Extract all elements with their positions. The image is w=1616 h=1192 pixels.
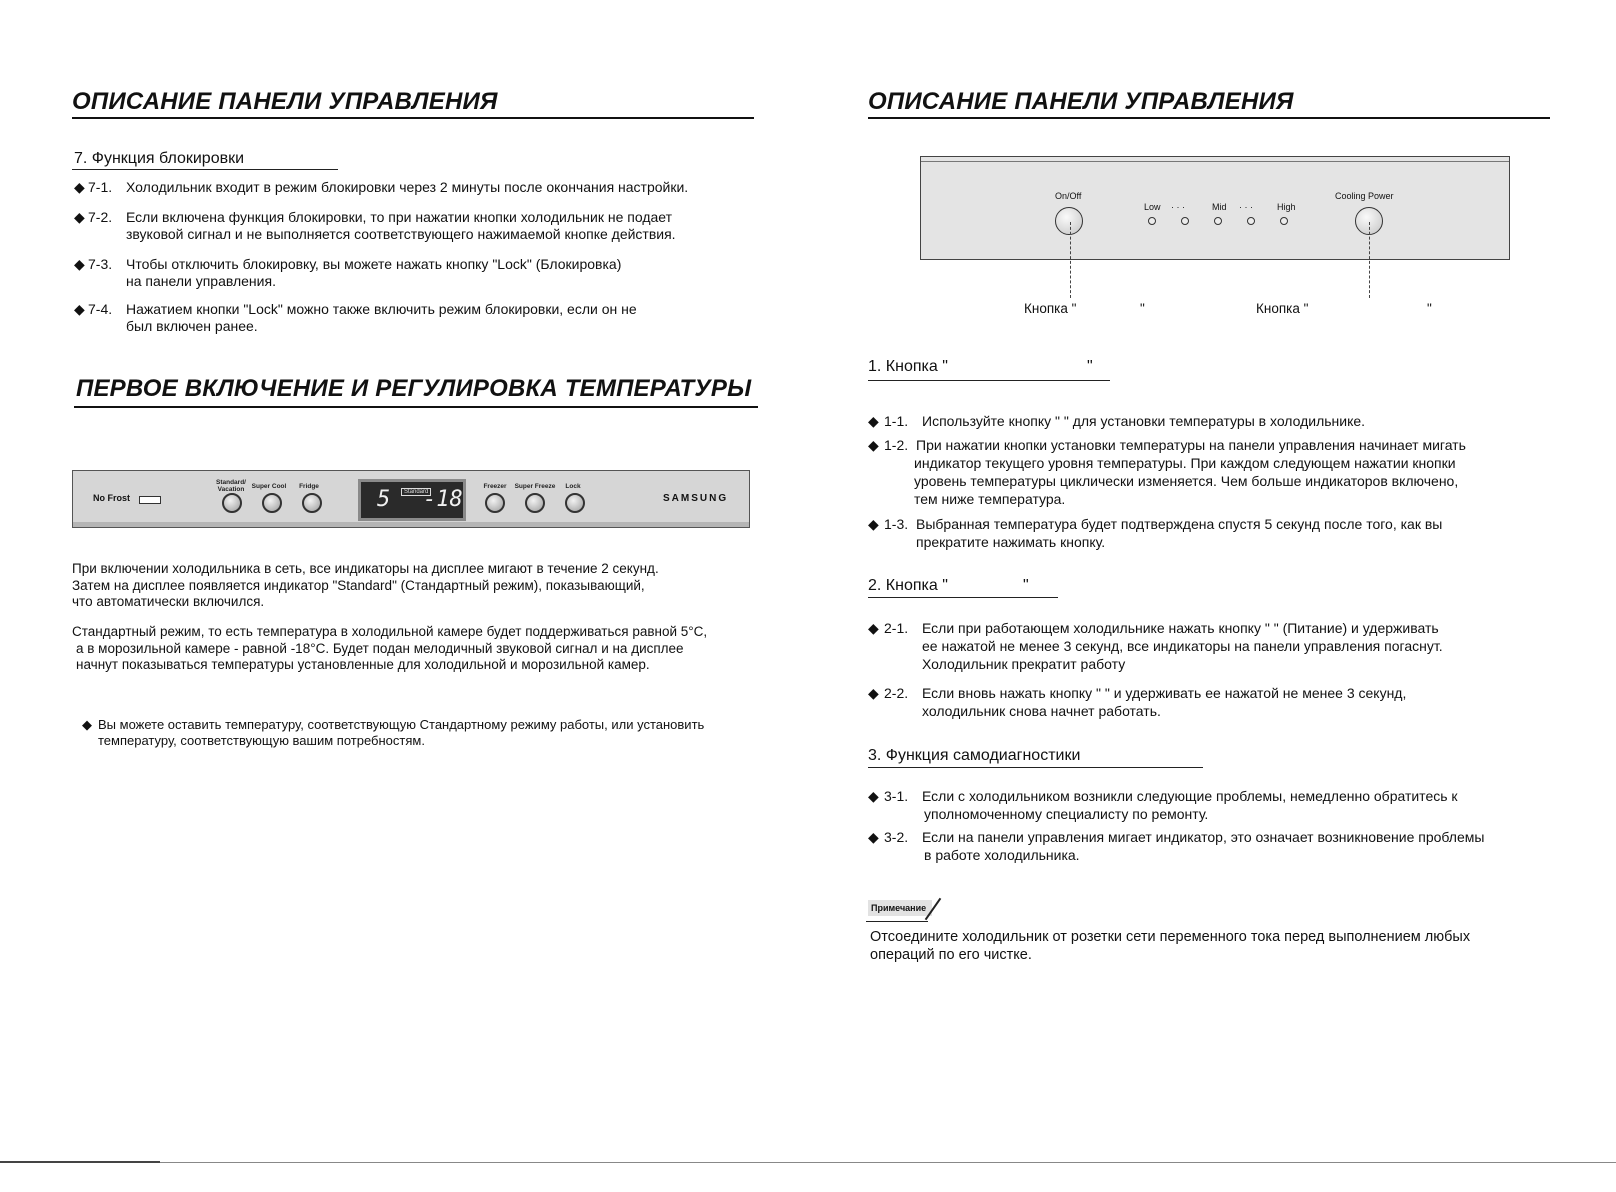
note-line: Отсоедините холодильник от розетки сети переменного тока перед выполнением любых: [870, 929, 1471, 945]
para-line: а в морозильной камере - равной -18°C. Будет подан мелодичный звуковой сигнал и на дисплее: [76, 640, 684, 656]
fridge-button[interactable]: [302, 493, 322, 513]
diamond-bullet-icon: ◆: [74, 209, 85, 225]
level-mid-label: Mid: [1212, 202, 1227, 212]
item-number: 7-4.: [88, 301, 113, 317]
button-label: Fridge: [299, 483, 319, 490]
standard-vacation-button[interactable]: [222, 493, 242, 513]
level-indicator-3: [1214, 217, 1222, 225]
diamond-bullet-icon: ◆: [74, 256, 85, 272]
note-badge: Примечание: [868, 900, 932, 916]
button-label: Standard/ Vacation: [216, 479, 246, 493]
section-title-2: 2. Кнопка ": [868, 577, 948, 594]
item-text: на панели управления.: [126, 273, 276, 289]
section-underline: [72, 169, 338, 170]
fridge-temp-readout: 5: [377, 487, 391, 512]
onoff-label: On/Off: [1055, 191, 1082, 201]
item-number: 7-1.: [88, 179, 113, 195]
item-text: Если вновь нажать кнопку " " и удерживать ее нажатой не менее 3 секунд,: [922, 685, 1407, 701]
section-title-quote: ": [1023, 577, 1029, 594]
level-indicator-5: [1280, 217, 1288, 225]
level-low-label: Low: [1144, 202, 1161, 212]
diamond-bullet-icon: ◆: [74, 301, 85, 317]
section-underline: [868, 597, 1058, 598]
heading-rule: [868, 117, 1550, 119]
item-text: уполномоченному специалисту по ремонту.: [924, 806, 1209, 822]
panel-edge: [921, 161, 1509, 162]
level-indicator-1: [1148, 217, 1156, 225]
item-number: 2-1.: [884, 620, 909, 636]
bullet-text: температуру, соответствующую вашим потребностям.: [98, 733, 425, 748]
item-text: Если на панели управления мигает индикатор, это означает возникновение проблемы: [922, 829, 1485, 845]
callout-line: [1369, 222, 1370, 298]
item-text: При нажатии кнопки установки температуры на панели управления начинает мигать: [916, 437, 1466, 453]
page-bottom-rule-dark: [0, 1161, 160, 1163]
item-text: Чтобы отключить блокировку, вы можете нажать кнопку "Lock" (Блокировка): [126, 256, 622, 272]
no-frost-indicator-icon: [139, 496, 161, 504]
section-title-quote: ": [1087, 358, 1093, 375]
page-heading-first-start: ПЕРВОЕ ВКЛЮЧЕНИЕ И РЕГУЛИРОВКА ТЕМПЕРАТУРЫ: [76, 375, 752, 402]
level-separator: · · ·: [1239, 202, 1253, 212]
para-line: При включении холодильника в сеть, все индикаторы на дисплее мигают в течение 2 секунд.: [72, 561, 659, 576]
callout-cooling: [1256, 301, 1308, 316]
panel-shade: [73, 522, 749, 527]
diamond-bullet-icon: ◆: [868, 685, 879, 701]
item-text: в работе холодильника.: [924, 847, 1080, 863]
item-text: звуковой сигнал и не выполняется соответствующего нажимаемой кнопке действия.: [126, 226, 676, 242]
onoff-button[interactable]: [1055, 207, 1083, 235]
level-indicator-4: [1247, 217, 1255, 225]
callout-text: Кнопка ": [1024, 301, 1077, 316]
level-indicator-2: [1181, 217, 1189, 225]
item-text: был включен ранее.: [126, 318, 258, 334]
heading-rule: [72, 117, 754, 119]
button-label: Lock: [565, 483, 581, 490]
button-label: Super Freeze: [514, 483, 556, 490]
item-text: Холодильник входит в режим блокировки через 2 минуты после окончания настройки.: [126, 179, 689, 195]
page-heading-left: ОПИСАНИЕ ПАНЕЛИ УПРАВЛЕНИЯ: [72, 88, 498, 115]
item-number: 7-2.: [88, 209, 113, 225]
item-text: индикатор текущего уровня температуры. При каждом следующем нажатии кнопки: [914, 455, 1456, 471]
level-separator: · · ·: [1171, 202, 1185, 212]
diamond-bullet-icon: ◆: [868, 437, 879, 453]
diamond-bullet-icon: ◆: [868, 516, 879, 532]
freezer-temp-readout: -18: [423, 487, 463, 512]
page-heading-right: ОПИСАНИЕ ПАНЕЛИ УПРАВЛЕНИЯ: [868, 88, 1294, 115]
paragraph-power-on: [72, 561, 659, 611]
item-number: 3-1.: [884, 788, 909, 804]
button-label: Freezer: [483, 483, 507, 490]
temperature-display: [358, 479, 466, 521]
super-cool-button[interactable]: [262, 493, 282, 513]
para-line: Стандартный режим, то есть температура в холодильной камере будет поддерживаться равной 5°C,: [72, 624, 708, 639]
page-bottom-rule: [0, 1162, 1616, 1163]
para-line: Затем на дисплее появляется индикатор "Standard" (Стандартный режим), показывающий,: [72, 577, 645, 593]
section-title-lock: 7. Функция блокировки: [74, 150, 245, 167]
callout-onoff: [1024, 301, 1076, 316]
diamond-bullet-icon: ◆: [868, 413, 879, 429]
item-number: 1-3.: [884, 516, 909, 532]
item-text: Выбранная температура будет подтверждена спустя 5 секунд после того, как вы: [916, 516, 1443, 532]
section-title-3: 3. Функция самодиагностики: [868, 747, 1081, 764]
button-label: Super Cool: [251, 483, 287, 490]
item-number: 3-2.: [884, 829, 909, 845]
item-text: Нажатием кнопки "Lock" можно также включить режим блокировки, если он не: [126, 301, 637, 317]
cooling-power-label: Cooling Power: [1335, 191, 1394, 201]
item-text: Если с холодильником возникли следующие проблемы, немедленно обратитесь к: [922, 788, 1458, 804]
item-number: 2-2.: [884, 685, 909, 701]
item-text: прекратите нажимать кнопку.: [916, 534, 1106, 550]
callout-line: [1070, 222, 1071, 298]
item-text: Холодильник прекратит работу: [922, 656, 1126, 672]
diamond-bullet-icon: ◆: [868, 788, 879, 804]
note-line: операций по его чистке.: [870, 947, 1032, 963]
callout-quote: ": [1427, 301, 1432, 316]
heading-rule: [74, 406, 758, 408]
item-text: Используйте кнопку " " для установки температуры в холодильнике.: [922, 413, 1366, 429]
item-text: уровень температуры циклически изменяется. Чем больше индикаторов включено,: [914, 473, 1459, 489]
diamond-bullet-icon: ◆: [868, 620, 879, 636]
no-frost-label: No Frost: [93, 493, 130, 503]
cooling-control-panel: [920, 156, 1510, 260]
section-title-1: 1. Кнопка ": [868, 358, 948, 375]
diamond-bullet-icon: ◆: [82, 717, 92, 732]
diamond-bullet-icon: ◆: [868, 829, 879, 845]
item-text: ее нажатой не менее 3 секунд, все индикаторы на панели управления погаснут.: [922, 638, 1443, 654]
note-text: [870, 928, 1470, 964]
item-number: 1-2.: [884, 437, 909, 453]
para-line: начнут показываться температуры установленные для холодильной и морозильной камер.: [76, 657, 650, 672]
callout-text: Кнопка ": [1256, 301, 1309, 316]
section-underline: [868, 767, 1203, 768]
item-text: тем ниже температура.: [914, 491, 1066, 507]
para-line: что автоматически включился.: [72, 594, 265, 609]
callout-quote: ": [1140, 301, 1145, 316]
samsung-logo: SAMSUNG: [663, 493, 729, 504]
item-text: Если при работающем холодильнике нажать кнопку " " (Питание) и удерживать: [922, 620, 1439, 636]
lock-button[interactable]: [565, 493, 585, 513]
section-underline: [868, 380, 1110, 381]
paragraph-standard-mode: [72, 624, 707, 674]
standard-indicator: Standard: [401, 488, 431, 496]
freezer-button[interactable]: [485, 493, 505, 513]
item-number: 1-1.: [884, 413, 909, 429]
diamond-bullet-icon: ◆: [74, 179, 85, 195]
item-number: 7-3.: [88, 256, 113, 272]
item-text: холодильник снова начнет работать.: [922, 703, 1161, 719]
fridge-control-panel: [72, 470, 750, 528]
level-high-label: High: [1277, 202, 1296, 212]
item-text: Если включена функция блокировки, то при нажатии кнопки холодильник не подает: [126, 209, 673, 225]
note-underline: [866, 921, 928, 922]
super-freeze-button[interactable]: [525, 493, 545, 513]
bullet-text: Вы можете оставить температуру, соответствующую Стандартному режиму работы, или установить: [98, 717, 705, 732]
